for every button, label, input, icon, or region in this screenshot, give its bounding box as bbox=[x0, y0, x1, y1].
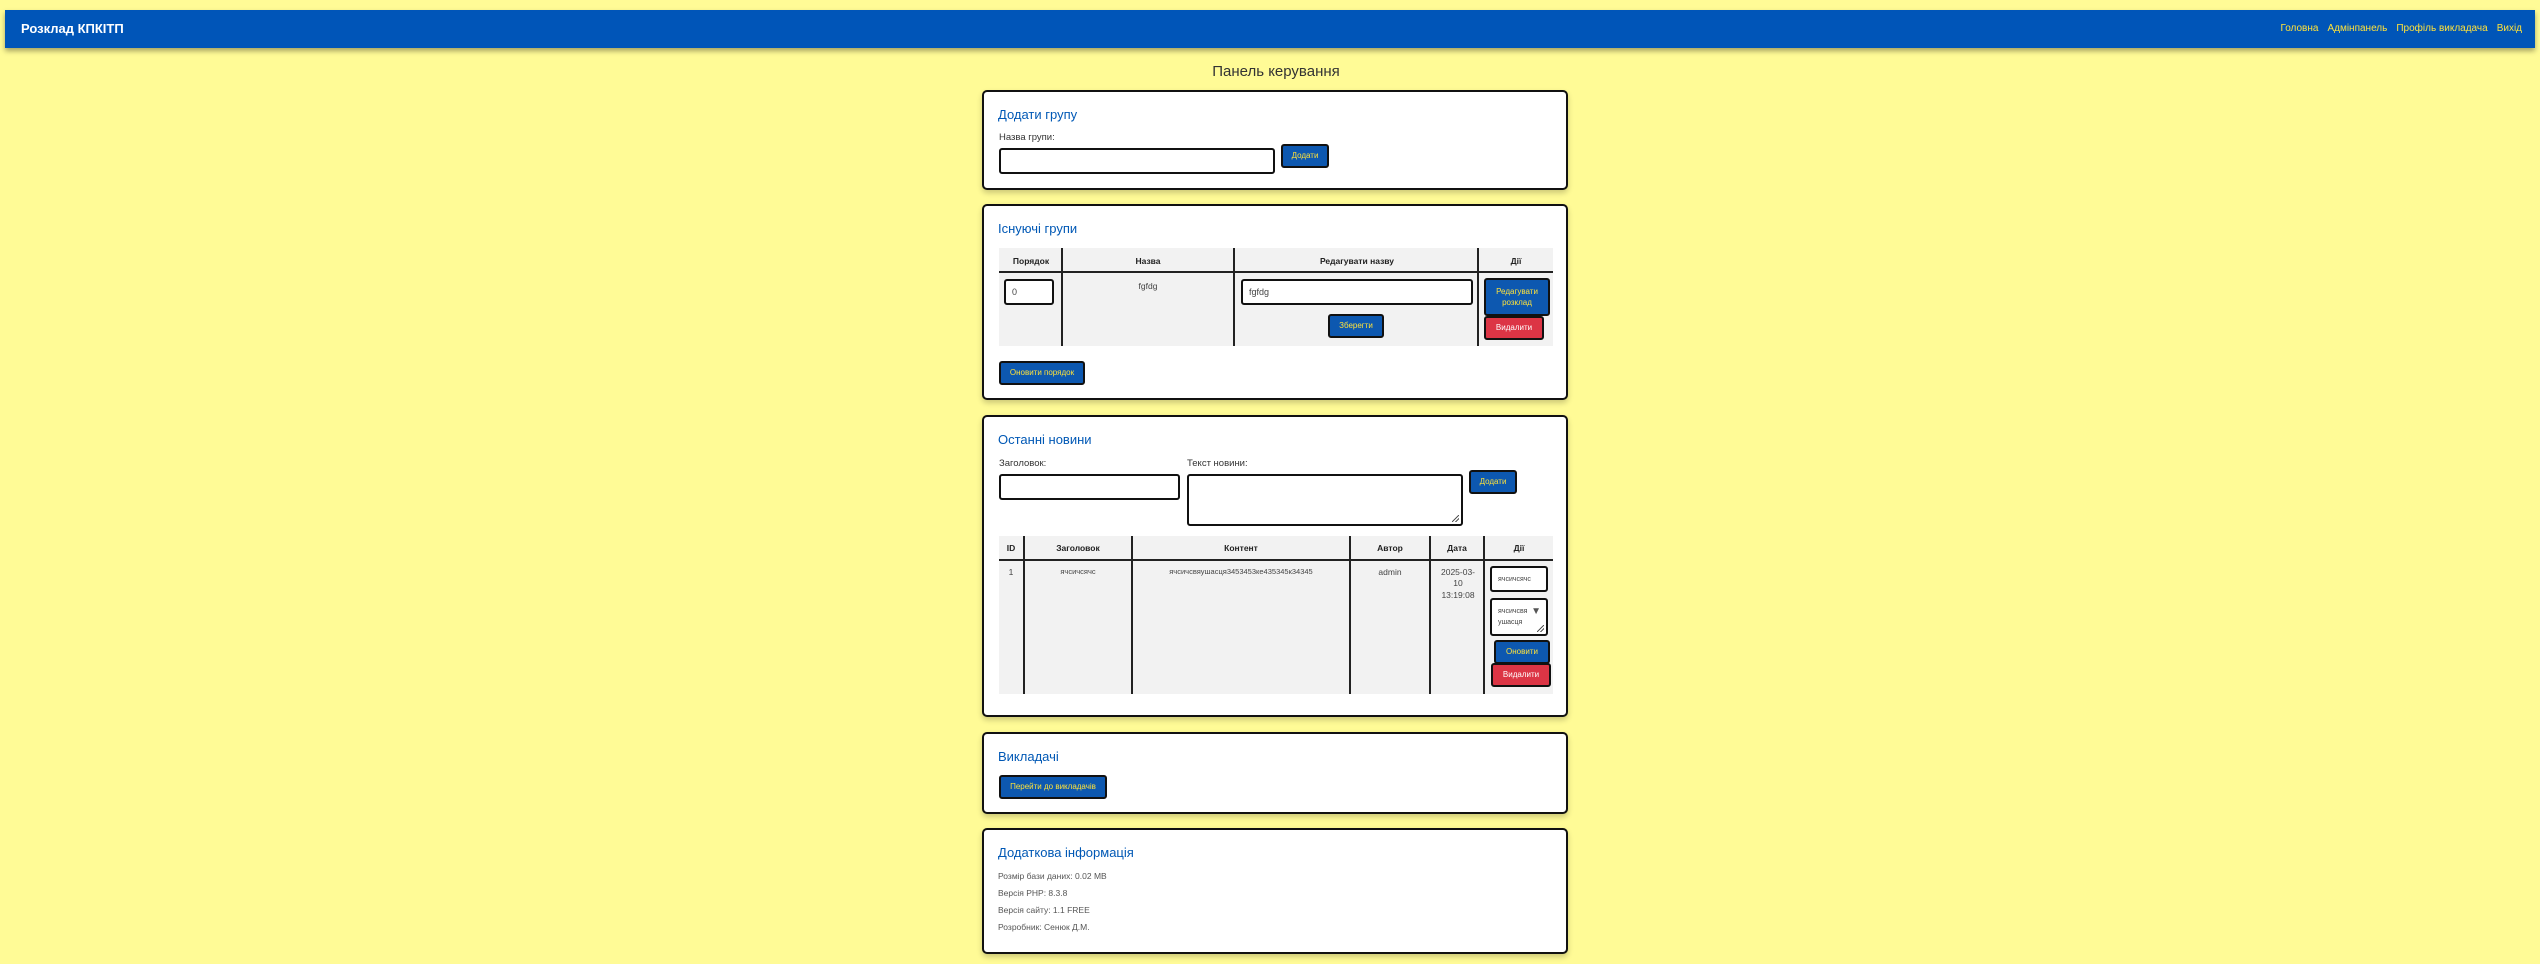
table-header-divider bbox=[999, 559, 1553, 561]
col-header-actions: Дії bbox=[1510, 256, 1522, 266]
col-divider bbox=[1233, 248, 1235, 346]
col-divider bbox=[1061, 248, 1063, 346]
info-site-version: Версія сайту: 1.1 FREE bbox=[998, 905, 1090, 915]
news-heading-cell: ячсичсячс bbox=[1060, 567, 1096, 576]
update-order-button[interactable]: Оновити порядок bbox=[999, 361, 1085, 385]
news-text-label: Текст новини: bbox=[1187, 458, 1248, 469]
top-navbar bbox=[5, 10, 2535, 48]
group-name-cell: fgfdg bbox=[1138, 281, 1158, 291]
news-content-cell: ячсичсвяушасця3453453ке435345к34345 bbox=[1169, 567, 1313, 576]
add-news-button[interactable]: Додати bbox=[1469, 470, 1517, 494]
add-group-title: Додати групу bbox=[998, 107, 1078, 122]
col-divider bbox=[1429, 536, 1431, 694]
site-brand[interactable]: Розклад КПКІТП bbox=[21, 21, 124, 36]
col-divider bbox=[1023, 536, 1025, 694]
news-heading-input[interactable] bbox=[999, 474, 1180, 500]
update-news-button[interactable]: Оновити bbox=[1494, 640, 1550, 664]
group-edit-name-input[interactable]: fgfdg bbox=[1241, 279, 1473, 305]
groups-title: Існуючі групи bbox=[998, 221, 1078, 236]
col-header-id: ID bbox=[1006, 543, 1016, 553]
news-table bbox=[999, 536, 1553, 694]
news-text-textarea[interactable] bbox=[1187, 474, 1463, 526]
delete-news-button[interactable]: Видалити bbox=[1491, 663, 1551, 687]
page-title: Панель керування bbox=[1212, 63, 1340, 80]
col-header-content: Контент bbox=[1224, 543, 1258, 553]
info-php-version: Версія PHP: 8.3.8 bbox=[998, 888, 1068, 898]
col-divider bbox=[1483, 536, 1485, 694]
news-edit-heading-input[interactable]: ячсичсячс bbox=[1490, 566, 1548, 592]
news-date-cell: 2025-03-10 13:19:08 bbox=[1440, 567, 1476, 600]
resize-handle-icon[interactable] bbox=[1452, 515, 1459, 522]
extra-info-title: Додаткова інформація bbox=[998, 845, 1134, 860]
nav-links bbox=[2280, 23, 2522, 34]
col-header-name: Назва bbox=[1135, 256, 1161, 266]
col-divider bbox=[1477, 248, 1479, 346]
groups-card bbox=[982, 204, 1568, 400]
groups-table bbox=[999, 248, 1553, 346]
nav-link-home[interactable]: Головна bbox=[2280, 23, 2319, 34]
col-header-edit-name: Редагувати назву bbox=[1319, 256, 1395, 266]
delete-group-button[interactable]: Видалити bbox=[1484, 316, 1544, 340]
table-header-divider bbox=[999, 271, 1553, 273]
col-header-heading: Заголовок bbox=[1056, 543, 1100, 553]
col-header-author: Автор bbox=[1377, 543, 1403, 553]
info-db-size: Розмір бази даних: 0.02 MB bbox=[998, 871, 1107, 881]
news-title: Останні новини bbox=[998, 432, 1092, 447]
teachers-card bbox=[982, 732, 1568, 814]
col-header-actions: Дії bbox=[1513, 543, 1525, 553]
extra-info-card bbox=[982, 828, 1568, 954]
col-divider bbox=[1349, 536, 1351, 694]
add-group-card bbox=[982, 90, 1568, 190]
info-developer: Розробник: Сенюк Д.М. bbox=[998, 922, 1090, 932]
group-name-input[interactable] bbox=[999, 148, 1275, 174]
news-card bbox=[982, 415, 1568, 717]
scroll-arrow-icon[interactable]: ▼ bbox=[1531, 606, 1541, 617]
group-order-input[interactable]: 0 bbox=[1004, 279, 1054, 305]
nav-link-logout[interactable]: Вихід bbox=[2496, 23, 2522, 34]
col-header-date: Дата bbox=[1447, 543, 1467, 553]
news-heading-label: Заголовок: bbox=[999, 458, 1047, 469]
resize-handle-icon[interactable] bbox=[1537, 625, 1544, 632]
nav-link-teacher-profile[interactable]: Профіль викладача bbox=[2396, 23, 2488, 34]
teachers-title: Викладачі bbox=[998, 749, 1059, 764]
nav-link-admin-panel[interactable]: Адмінпанель bbox=[2327, 23, 2388, 34]
save-group-button[interactable]: Зберегти bbox=[1328, 314, 1384, 338]
news-edit-content-textarea[interactable] bbox=[1490, 598, 1548, 636]
col-header-order: Порядок bbox=[1012, 256, 1050, 266]
add-group-button[interactable]: Додати bbox=[1281, 144, 1329, 168]
news-edit-content-text: ячсичсвяушасця bbox=[1498, 608, 1528, 627]
edit-schedule-button[interactable]: Редагувати розклад bbox=[1484, 278, 1550, 316]
group-name-label: Назва групи: bbox=[999, 132, 1055, 143]
news-author-cell: admin bbox=[1378, 567, 1402, 577]
col-divider bbox=[1131, 536, 1133, 694]
news-id-cell: 1 bbox=[1008, 567, 1014, 577]
go-to-teachers-button[interactable]: Перейти до викладачів bbox=[999, 775, 1107, 799]
